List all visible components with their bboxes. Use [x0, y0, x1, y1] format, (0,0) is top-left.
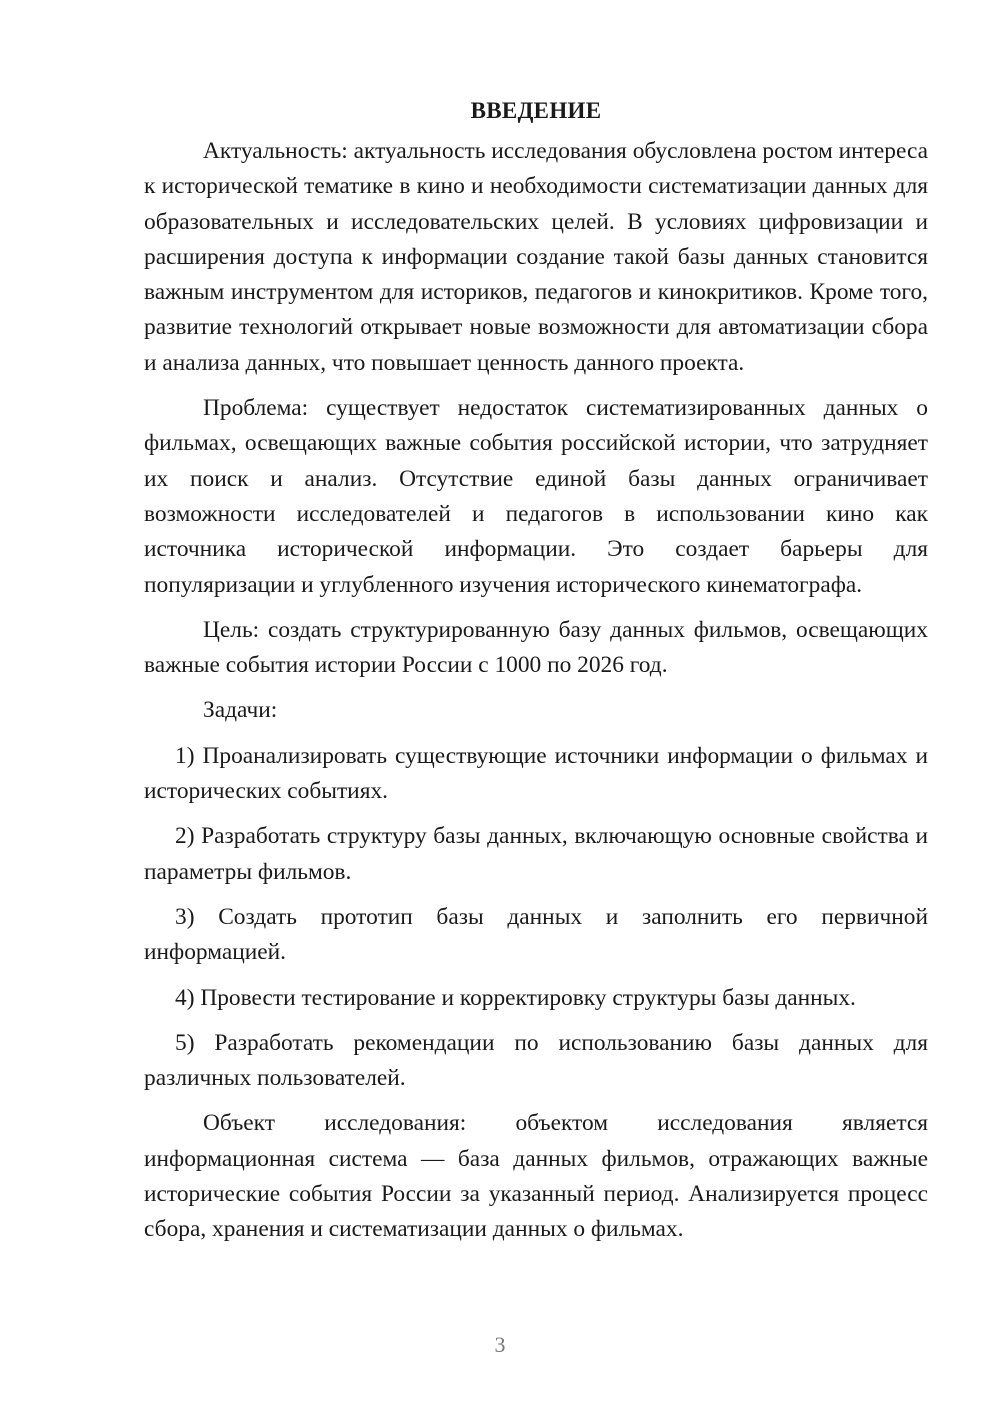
task-item: 4) Провести тестирование и корректировку структуры базы данных. — [175, 984, 856, 1011]
task-item: 3) Создать прототип базы данных и заполнить его первичной информацией. — [144, 903, 928, 966]
problem-paragraph: Проблема: существует недостаток систематизированных данных о фильмах, освещающих важные события российской истории, что затрудняет их поиск и анализ. Отсутствие единой базы данных ограничивает возможности исследователей и педагогов в использовании кино как источника исторической информации. Это создает барьеры для популяризации и углубленного изучения исторического кинематографа. — [144, 395, 928, 598]
page-number: 3 — [494, 1332, 506, 1357]
task-item: 2) Разработать структуру базы данных, включающую основные свойства и параметры фильмов. — [144, 823, 928, 885]
document-page — [144, 96, 928, 1258]
task-item: 5) Разработать рекомендации по использованию базы данных для различных пользователей. — [144, 1029, 928, 1092]
task-item: 1) Проанализировать существующие источники информации о фильмах и исторических событиях. — [144, 742, 928, 805]
relevance-paragraph: Актуальность: актуальность исследования обусловлена ростом интереса к исторической тематике в кино и необходимости систематизации данных для образовательных и исследовательских целей. В условиях цифровизации и расширения доступа к информации создание такой базы данных становится важным инструментом для историков, педагогов и кинокритиков. Кроме того, развитие технологий открывает новые возможности для автоматизации сбора и анализа данных, что повышает ценность данного проекта. — [144, 138, 928, 376]
object-paragraph: Объект исследования: объектом исследования является информационная система — база данных фильмов, отражающих важные исторические события России за указанный период. Анализируется процесс сбора, хранения и систематизации данных о фильмах. — [144, 1110, 928, 1243]
goal-paragraph: Цель: создать структурированную базу данных фильмов, освещающих важные события истории России с 1000 по 2026 год. — [144, 616, 928, 679]
section-title: ВВЕДЕНИЕ — [470, 98, 602, 123]
tasks-heading: Задачи: — [203, 697, 278, 724]
